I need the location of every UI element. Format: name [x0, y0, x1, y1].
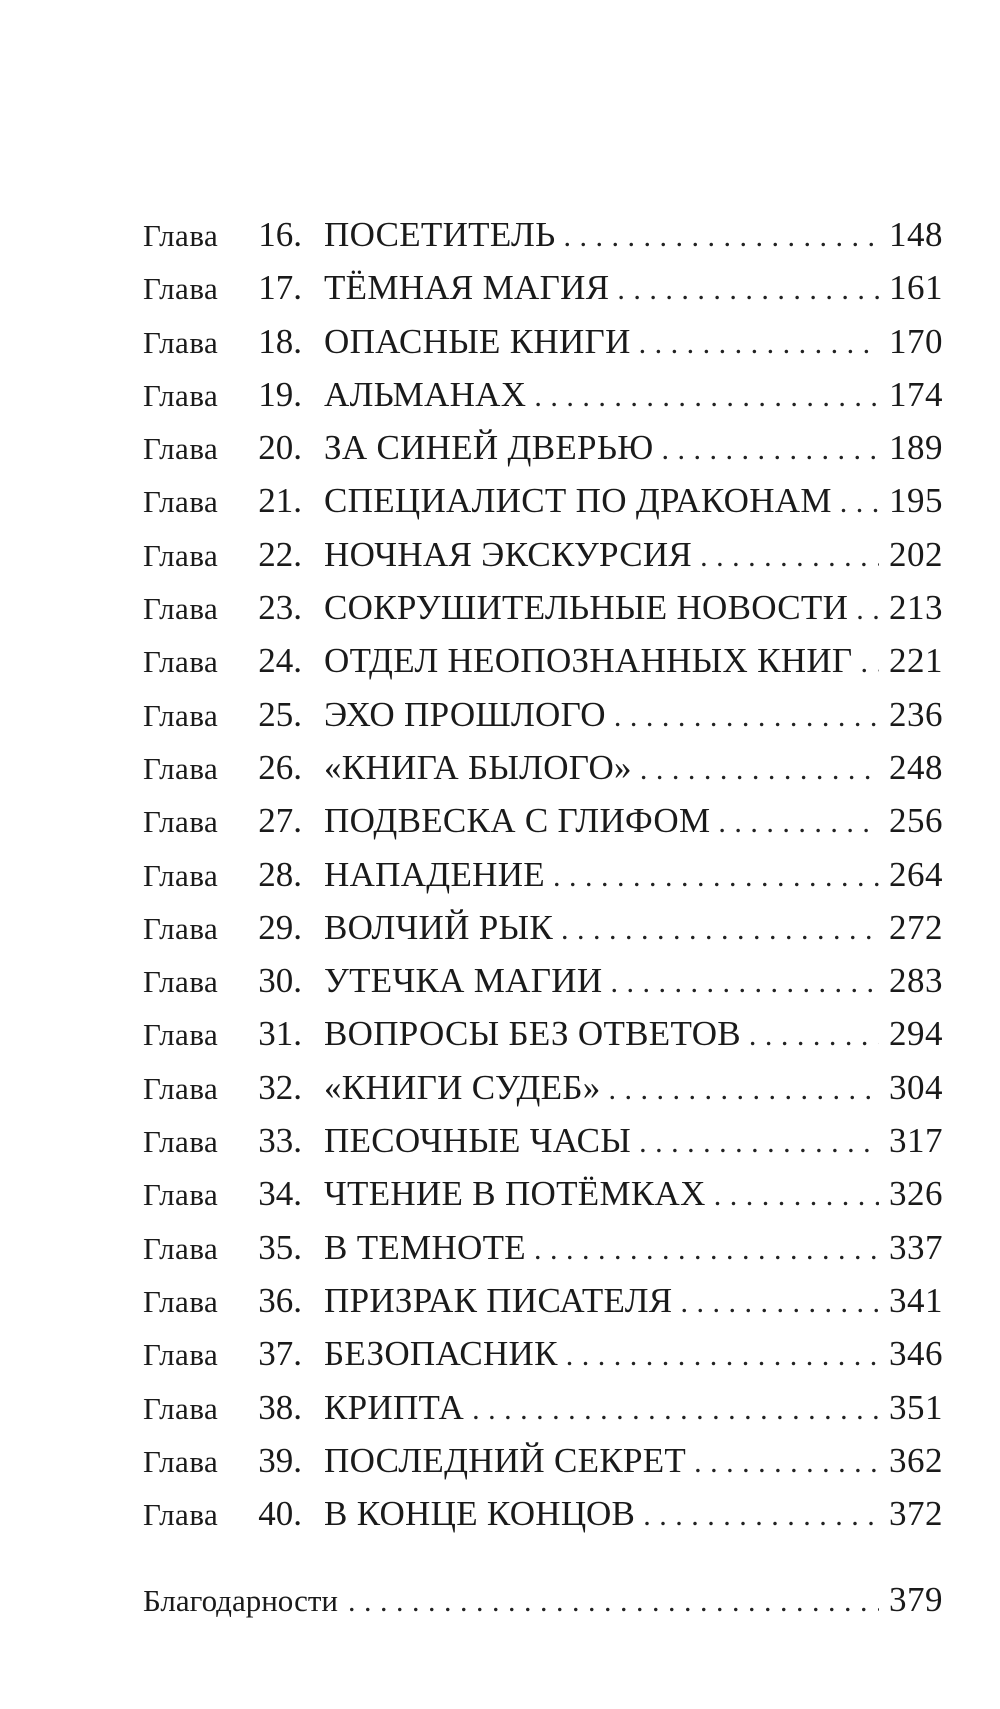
chapter-title: «КНИГА БЫЛОГО»: [324, 747, 632, 787]
chapter-number: 38 .: [231, 1381, 302, 1434]
dot-leader: [561, 903, 879, 956]
chapter-word: Глава: [143, 377, 219, 413]
chapter-word: Глава: [143, 591, 219, 627]
dot-leader: [662, 423, 880, 476]
page-number: 213: [889, 588, 943, 628]
chapter-number: 33 .: [231, 1114, 302, 1167]
chapter-number: 36 .: [231, 1274, 302, 1327]
chapter-number: 31 .: [231, 1007, 302, 1060]
chapter-word: Глава: [143, 1124, 219, 1160]
page-number: 202: [889, 534, 943, 574]
chapter-word: Глава: [143, 484, 219, 520]
dot-leader: [566, 1329, 879, 1382]
page-number: 337: [889, 1227, 943, 1267]
page-number: 248: [889, 747, 943, 787]
page-number: 174: [889, 374, 943, 414]
toc-entry[interactable]: [143, 688, 943, 741]
chapter-number: 27 .: [231, 794, 302, 847]
chapter-title: КРИПТА: [324, 1387, 465, 1427]
page-number: 170: [889, 321, 943, 361]
chapter-word: Глава: [143, 1017, 219, 1053]
page-number: 304: [889, 1067, 943, 1107]
chapter-title: ЧТЕНИЕ В ПОТЁМКАХ: [324, 1174, 706, 1214]
chapter-title: НАПАДЕНИЕ: [324, 854, 545, 894]
chapter-title: СОКРУШИТЕЛЬНЫЕ НОВОСТИ: [324, 588, 849, 628]
chapter-title: ОПАСНЫЕ КНИГИ: [324, 321, 631, 361]
dot-leader: [714, 1169, 879, 1222]
page-number: 256: [889, 801, 943, 841]
chapter-word: Глава: [143, 1283, 219, 1319]
dot-leader: [840, 476, 879, 529]
toc-entry[interactable]: [143, 1327, 943, 1380]
toc-entry[interactable]: [143, 315, 943, 368]
dot-leader: [860, 636, 879, 689]
dot-leader: [534, 370, 879, 423]
page-number: 326: [889, 1174, 943, 1214]
chapter-number: 26 .: [231, 741, 302, 794]
chapter-title: ЭХО ПРОШЛОГО: [324, 694, 606, 734]
page-number: 294: [889, 1014, 943, 1054]
toc-entry[interactable]: [143, 528, 943, 581]
dot-leader: [610, 956, 879, 1009]
dot-leader: [614, 690, 879, 743]
chapter-title: БЕЗОПАСНИК: [324, 1334, 558, 1374]
chapter-title: ПЕСОЧНЫЕ ЧАСЫ: [324, 1121, 632, 1161]
dot-leader: [700, 530, 879, 583]
page-number: 346: [889, 1334, 943, 1374]
chapter-word: Глава: [143, 644, 219, 680]
chapter-title: ВОЛЧИЙ РЫК: [324, 907, 553, 947]
page-number: 351: [889, 1387, 943, 1427]
toc-entry[interactable]: [143, 421, 943, 474]
chapter-number: 22 .: [231, 528, 302, 581]
dot-leader: [348, 1575, 879, 1628]
dot-leader: [718, 796, 879, 849]
chapter-title: АЛЬМАНАХ: [324, 374, 527, 414]
chapter-word: Глава: [143, 857, 219, 893]
page-number: 189: [889, 428, 943, 468]
toc-entry[interactable]: [143, 1007, 943, 1060]
toc-entry[interactable]: [143, 901, 943, 954]
dot-leader: [680, 1276, 879, 1329]
chapter-word: Глава: [143, 1497, 219, 1533]
chapter-number: 18 .: [231, 315, 302, 368]
chapter-word: Глава: [143, 964, 219, 1000]
chapter-word: Глава: [143, 218, 219, 253]
chapter-number: 29 .: [231, 901, 302, 954]
toc-entry[interactable]: [143, 1167, 943, 1220]
page-number: 221: [889, 641, 943, 681]
dot-leader: [472, 1383, 879, 1436]
dot-leader: [564, 210, 880, 263]
toc-entry[interactable]: [143, 634, 943, 687]
toc-entry[interactable]: [143, 794, 943, 847]
dot-leader: [639, 317, 879, 370]
chapter-title: «КНИГИ СУДЕБ»: [324, 1067, 601, 1107]
chapter-number: 30 .: [231, 954, 302, 1007]
toc-entry[interactable]: [143, 261, 943, 314]
chapter-title: УТЕЧКА МАГИИ: [324, 961, 603, 1001]
chapter-word: Глава: [143, 1230, 219, 1266]
chapter-title: В ТЕМНОТЕ: [324, 1227, 526, 1267]
toc-entry[interactable]: [143, 1381, 943, 1434]
toc-entry[interactable]: [143, 954, 943, 1007]
chapter-number: 20 .: [231, 421, 302, 474]
page-number: 264: [889, 854, 943, 894]
chapter-title: СПЕЦИАЛИСТ ПО ДРАКОНАМ: [324, 481, 832, 521]
page-number: 372: [889, 1494, 943, 1534]
toc-entry[interactable]: [143, 741, 943, 794]
page-number: 317: [889, 1121, 943, 1161]
toc-entry[interactable]: [143, 581, 943, 634]
toc-entry[interactable]: [143, 1061, 943, 1114]
page-number: 161: [889, 268, 943, 308]
chapter-word: Глава: [143, 324, 219, 360]
toc-entry[interactable]: [143, 1114, 943, 1167]
chapter-number: 21 .: [231, 474, 302, 527]
toc-entry[interactable]: [143, 1487, 943, 1540]
page-number: 236: [889, 694, 943, 734]
dot-leader: [694, 1436, 879, 1489]
chapter-word: Глава: [143, 910, 219, 946]
chapter-title: НОЧНАЯ ЭКСКУРСИЯ: [324, 534, 693, 574]
toc-entry[interactable]: [143, 1434, 943, 1487]
chapter-number: 25 .: [231, 688, 302, 741]
toc-entry[interactable]: [143, 1274, 943, 1327]
chapter-title: ПОСЕТИТЕЛЬ: [324, 215, 556, 254]
chapter-title: ТЁМНАЯ МАГИЯ: [324, 268, 610, 308]
chapter-number: 32 .: [231, 1061, 302, 1114]
chapter-title: В КОНЦЕ КОНЦОВ: [324, 1494, 636, 1534]
acknowledgements-label: Благодарности: [143, 1583, 338, 1618]
dot-leader: [553, 850, 879, 903]
acknowledgements-entry[interactable]: [143, 1573, 943, 1628]
page-number: 148: [889, 215, 943, 254]
toc-entry[interactable]: [143, 208, 943, 261]
chapter-number: 23 .: [231, 581, 302, 634]
toc-entry[interactable]: [143, 848, 943, 901]
dot-leader: [617, 263, 879, 316]
chapter-word: Глава: [143, 1177, 219, 1213]
chapter-title: ПОСЛЕДНИЙ СЕКРЕТ: [324, 1440, 687, 1480]
chapter-word: Глава: [143, 1070, 219, 1106]
page-number: 195: [889, 481, 943, 521]
dot-leader: [856, 583, 879, 636]
chapter-number: 28 .: [231, 848, 302, 901]
dot-leader: [643, 1489, 879, 1542]
chapter-number: 40 .: [231, 1487, 302, 1540]
table-of-contents: [143, 208, 943, 1540]
dot-leader: [609, 1063, 879, 1116]
page-number: 341: [889, 1280, 943, 1320]
chapter-title: ВОПРОСЫ БЕЗ ОТВЕТОВ: [324, 1014, 741, 1054]
toc-entry[interactable]: [143, 474, 943, 527]
chapter-number: 39 .: [231, 1434, 302, 1487]
chapter-word: Глава: [143, 697, 219, 733]
page-number: 362: [889, 1440, 943, 1480]
chapter-word: Глава: [143, 804, 219, 840]
chapter-number: 17 .: [231, 261, 302, 314]
chapter-word: Глава: [143, 431, 219, 467]
chapter-number: 34 .: [231, 1167, 302, 1220]
chapter-word: Глава: [143, 271, 219, 307]
chapter-title: ОТДЕЛ НЕОПОЗНАННЫХ КНИГ: [324, 641, 853, 681]
page-number: 272: [889, 907, 943, 947]
chapter-word: Глава: [143, 1443, 219, 1479]
chapter-word: Глава: [143, 1390, 219, 1426]
chapter-title: ПОДВЕСКА С ГЛИФОМ: [324, 801, 711, 841]
chapter-title: ЗА СИНЕЙ ДВЕРЬЮ: [324, 428, 654, 468]
dot-leader: [640, 743, 879, 796]
chapter-number: 35 .: [231, 1221, 302, 1274]
toc-entry[interactable]: [143, 368, 943, 421]
chapter-number: 24 .: [231, 634, 302, 687]
chapter-word: Глава: [143, 750, 219, 786]
toc-entry[interactable]: [143, 1221, 943, 1274]
dot-leader: [749, 1009, 879, 1062]
page-number: 379: [889, 1580, 943, 1619]
dot-leader: [639, 1116, 879, 1169]
chapter-number: 37 .: [231, 1327, 302, 1380]
page-number: 283: [889, 961, 943, 1001]
chapter-word: Глава: [143, 537, 219, 573]
chapter-word: Глава: [143, 1337, 219, 1373]
dot-leader: [534, 1223, 879, 1276]
chapter-number: 16 .: [231, 208, 302, 261]
chapter-title: ПРИЗРАК ПИСАТЕЛЯ: [324, 1280, 673, 1320]
chapter-number: 19 .: [231, 368, 302, 421]
